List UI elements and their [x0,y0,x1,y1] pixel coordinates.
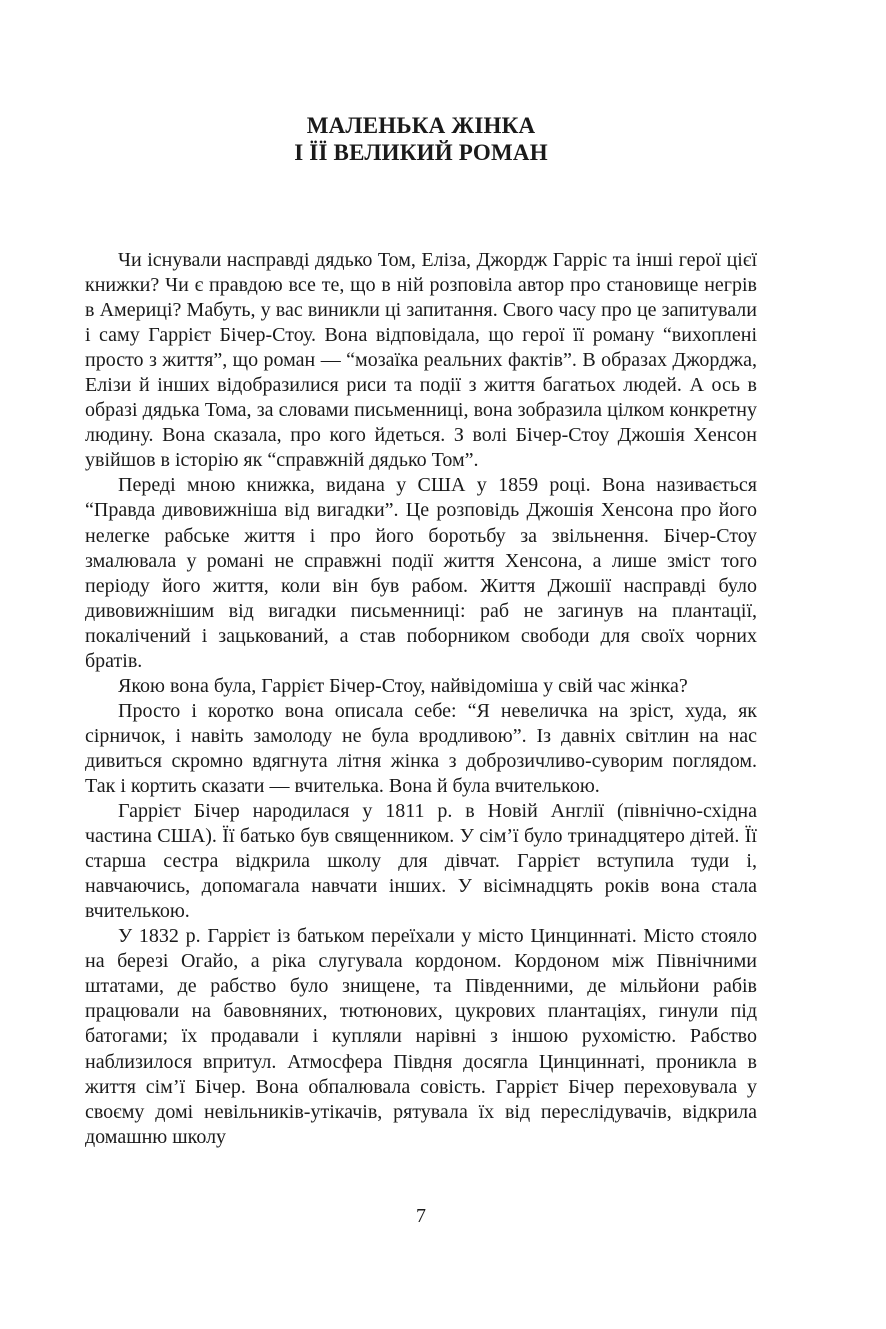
paragraph: Переді мною книжка, видана у США у 1859 році. Вона називається “Правда дивовижніша від вигадки”. Це розповідь Джошія Хенсона про його нелегке рабське життя і про його боротьбу за звільнення. Бічер-Стоу змалювала у романі не справжні події життя Хенсона, а лише зміст того періоду його життя, коли він був рабом. Життя Джошії насправді було дивовижнішим від вигадки письменниці: раб не загинув на плантації, покалічений і зацькований, а став поборником свободи для своїх чорних братів. [85,474,757,672]
paragraph: Просто і коротко вона описала себе: “Я невеличка на зріст, худа, як сірничок, і навіть замолоду не була вродливою”. Із давніх світлин на нас дивиться скромно вдягнута літня жінка з доброзичливо-суворим поглядом. Так і кортить сказати — вчителька. Вона й була вчителькою. [85,699,757,797]
body-text [85,248,757,1150]
paragraph: Гаррієт Бічер народилася у 1811 р. в Новій Англії (північно-східна частина США). Її батько був священником. У сім’ї було тринадцятеро дітей. Її старша сестра відкрила школу для дівчат. Гаррієт вступила туди і, навчаючись, допомагала навчати інших. У вісімнадцять років вона стала вчителькою. [85,800,757,923]
book-page [85,0,757,1329]
page-number: 7 [416,1205,426,1227]
paragraph: У 1832 р. Гаррієт із батьком переїхали у місто Цинциннаті. Місто стояло на березі Огайо, а ріка слугувала кордоном. Кордоном між Північними штатами, де рабство було знищене, та Південними, де мільйони рабів працювали на бавовняних, тютюнових, цукрових плантаціях, гинули під батогами; їх продавали і купляли нарівні з іншою рухомістю. Рабство наблизилося впритул. Атмосфера Півдня досягла Цинциннаті, проникла в життя сім’ї Бічер. Вона обпалювала совість. Гаррієт Бічер переховувала у своєму домі невільників-утікачів, рятувала їх від переслідувачів, відкрила домашню школу [85,925,757,1148]
paragraph: Якою вона була, Гаррієт Бічер-Стоу, найвідоміша у свій час жінка? [118,674,688,697]
chapter-title-line-1: МАЛЕНЬКА ЖІНКА [306,113,536,138]
chapter-title-line-2: І ЇЇ ВЕЛИКИЙ РОМАН [294,140,548,165]
paragraph: Чи існували насправді дядько Том, Еліза, Джордж Гарріс та інші герої цієї книжки? Чи є правдою все те, що в ній розповіла автор про становище негрів в Америці? Мабуть, у вас виникли ці запитання. Свого часу про це запитували і саму Гаррієт Бічер-Стоу. Вона відповідала, що герої її роману “вихоплені просто з життя”, що роман — “мозаїка реальних фактів”. В образах Джорджа, Елізи й інших відобразилися риси та події з життя багатьох людей. А ось в образі дядька Тома, за словами письменниці, вона зобразила цілком конкретну людину. Вона сказала, про кого йдеться. З волі Бічер-Стоу Джошія Хенсон увійшов в історію як “справжній дядько Том”. [85,249,757,472]
chapter-title [85,112,757,166]
